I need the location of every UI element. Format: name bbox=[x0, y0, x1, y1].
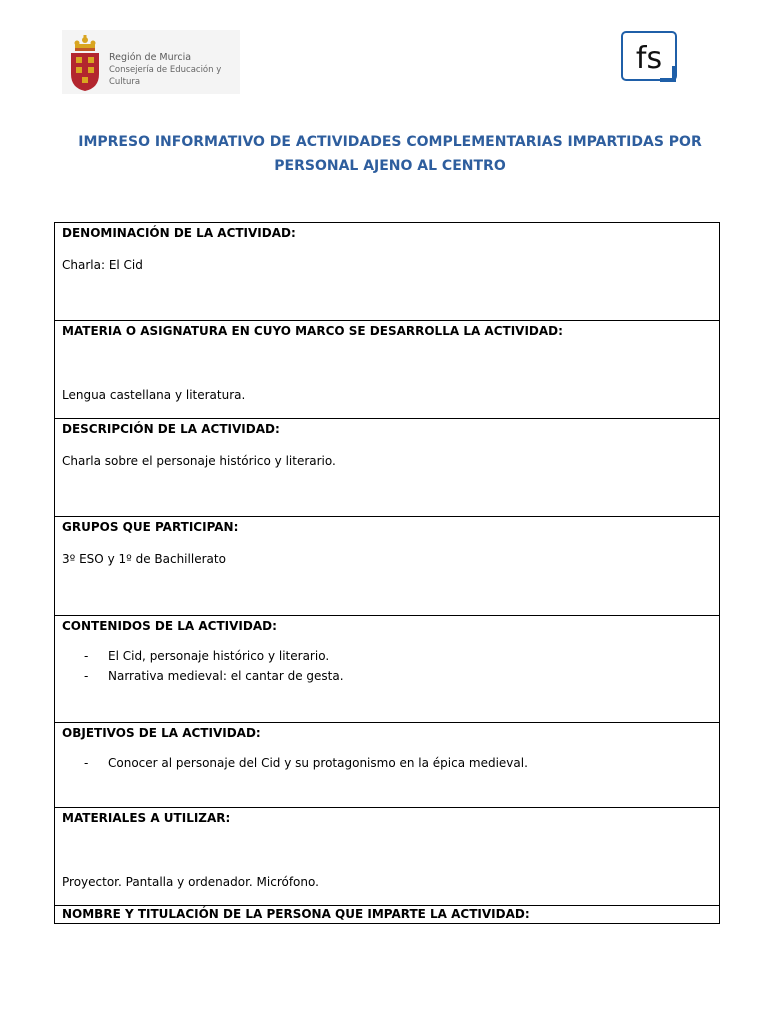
bullet-dash: - bbox=[84, 669, 89, 683]
list-item bbox=[62, 646, 712, 666]
list-item-text: El Cid, personaje histórico y literario. bbox=[108, 649, 330, 663]
row-materia bbox=[55, 321, 720, 419]
row-descripcion bbox=[55, 419, 720, 517]
descripcion-value: Charla sobre el personaje histórico y literario. bbox=[62, 454, 336, 468]
denominacion-label: DENOMINACIÓN DE LA ACTIVIDAD: bbox=[62, 226, 296, 240]
objetivos-label: OBJETIVOS DE LA ACTIVIDAD: bbox=[62, 726, 261, 740]
bullet-dash: - bbox=[84, 756, 89, 770]
department-name: Consejería de Educación y Cultura bbox=[109, 65, 222, 87]
contenidos-label: CONTENIDOS DE LA ACTIVIDAD: bbox=[62, 619, 277, 633]
materia-value: Lengua castellana y literatura. bbox=[62, 388, 246, 402]
cell-materia bbox=[55, 321, 720, 419]
nombre-label: NOMBRE Y TITULACIÓN DE LA PERSONA QUE IMPARTE LA ACTIVIDAD: bbox=[62, 907, 530, 921]
objetivos-list bbox=[62, 753, 712, 773]
cell-materiales bbox=[55, 808, 720, 906]
fs-logo-text: fs bbox=[635, 41, 663, 76]
cell-grupos bbox=[55, 517, 720, 616]
grupos-label: GRUPOS QUE PARTICIPAN: bbox=[62, 520, 239, 534]
denominacion-value: Charla: El Cid bbox=[62, 258, 143, 272]
region-murcia-logo bbox=[62, 30, 240, 94]
materia-label: MATERIA O ASIGNATURA EN CUYO MARCO SE DESARROLLA LA ACTIVIDAD: bbox=[62, 324, 563, 338]
row-materiales bbox=[55, 808, 720, 906]
row-grupos bbox=[55, 517, 720, 616]
bullet-dash: - bbox=[84, 649, 89, 663]
row-objetivos bbox=[55, 723, 720, 808]
list-item-text: Conocer al personaje del Cid y su protagonismo en la épica medieval. bbox=[108, 756, 528, 770]
grupos-value: 3º ESO y 1º de Bachillerato bbox=[62, 552, 226, 566]
materiales-value: Proyector. Pantalla y ordenador. Micrófono. bbox=[62, 875, 319, 889]
contenidos-list bbox=[62, 646, 712, 686]
row-contenidos bbox=[55, 616, 720, 723]
list-item bbox=[62, 666, 712, 686]
cell-nombre bbox=[55, 906, 720, 924]
fs-logo bbox=[620, 30, 678, 82]
logo-text bbox=[109, 52, 240, 88]
row-nombre bbox=[55, 906, 720, 924]
page-title: IMPRESO INFORMATIVO DE ACTIVIDADES COMPLEMENTARIAS IMPARTIDAS POR PERSONAL AJENO AL CENTRO bbox=[78, 134, 702, 174]
list-item-text: Narrativa medieval: el cantar de gesta. bbox=[108, 669, 344, 683]
materiales-label: MATERIALES A UTILIZAR: bbox=[62, 811, 231, 825]
cell-denominacion bbox=[55, 223, 720, 321]
coat-of-arms-icon bbox=[68, 34, 102, 92]
activity-form-table bbox=[54, 222, 720, 924]
list-item bbox=[62, 753, 712, 773]
cell-contenidos bbox=[55, 616, 720, 723]
cell-objetivos bbox=[55, 723, 720, 808]
cell-descripcion bbox=[55, 419, 720, 517]
row-denominacion bbox=[55, 223, 720, 321]
region-name: Región de Murcia bbox=[109, 52, 192, 63]
descripcion-label: DESCRIPCIÓN DE LA ACTIVIDAD: bbox=[62, 422, 280, 436]
